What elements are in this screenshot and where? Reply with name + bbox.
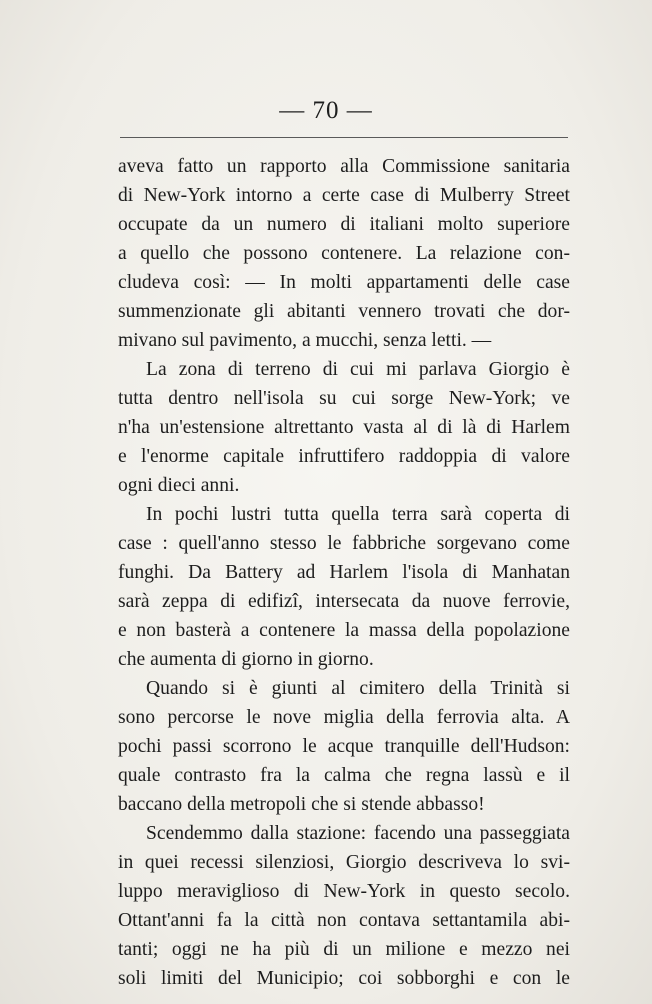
text-line: soli limiti del Municipio; coi sobborghi e con le — [118, 968, 570, 989]
text-line: a quello che possono contenere. La relazione con- — [118, 243, 570, 264]
text-line: quale contrasto fra la calma che regna lassù e il — [118, 765, 570, 786]
text-line: di New-York intorno a certe case di Mulberry Street — [118, 185, 570, 206]
text-line: sono percorse le nove miglia della ferrovia alta. A — [118, 707, 570, 728]
text-line: occupate da un numero di italiani molto superiore — [118, 214, 570, 235]
body-text — [118, 152, 570, 993]
text-line: che aumenta di giorno in giorno. — [118, 649, 374, 670]
paragraph — [118, 355, 570, 500]
text-line: baccano della metropoli che si stende abbasso! — [118, 794, 485, 815]
text-line: funghi. Da Battery ad Harlem l'isola di Manhatan — [118, 562, 570, 583]
text-line: cludeva così: — In molti appartamenti delle case — [118, 272, 570, 293]
text-line: luppo meraviglioso di New-York in questo secolo. — [118, 881, 570, 902]
text-line: mivano sul pavimento, a mucchi, senza letti. — — [118, 330, 492, 351]
text-line: n'ha un'estensione altrettanto vasta al di là di Harlem — [118, 417, 570, 438]
text-line: sarà zeppa di edifizî, intersecata da nuove ferrovie, — [118, 591, 570, 612]
text-line: Ottant'anni fa la città non contava settantamila abi- — [118, 910, 570, 931]
text-line: summenzionate gli abitanti vennero trovati che dor- — [118, 301, 570, 322]
page-number: — 70 — — [279, 97, 373, 124]
text-line: La zona di terreno di cui mi parlava Giorgio è — [146, 359, 570, 380]
text-line: Quando si è giunti al cimitero della Trinità si — [146, 678, 570, 699]
text-line: tutta dentro nell'isola su cui sorge New-York; ve — [118, 388, 570, 409]
text-line: In pochi lustri tutta quella terra sarà coperta di — [146, 504, 570, 525]
text-line: e l'enorme capitale infruttifero raddoppia di valore — [118, 446, 570, 467]
text-line: e non basterà a contenere la massa della popolazione — [118, 620, 570, 641]
paragraph — [118, 819, 570, 993]
text-line: ogni dieci anni. — [118, 475, 240, 496]
text-line: case : quell'anno stesso le fabbriche sorgevano come — [118, 533, 570, 554]
text-line: Scendemmo dalla stazione: facendo una passeggiata — [146, 823, 570, 844]
paragraph — [118, 500, 570, 674]
text-line: pochi passi scorrono le acque tranquille dell'Hudson: — [118, 736, 570, 757]
paragraph — [118, 674, 570, 819]
text-line: aveva fatto un rapporto alla Commissione sanitaria — [118, 156, 570, 177]
header-rule — [120, 137, 568, 138]
text-line: tanti; oggi ne ha più di un milione e mezzo nei — [118, 939, 570, 960]
text-line: in quei recessi silenziosi, Giorgio descriveva lo svi- — [118, 852, 570, 873]
paragraph — [118, 152, 570, 355]
